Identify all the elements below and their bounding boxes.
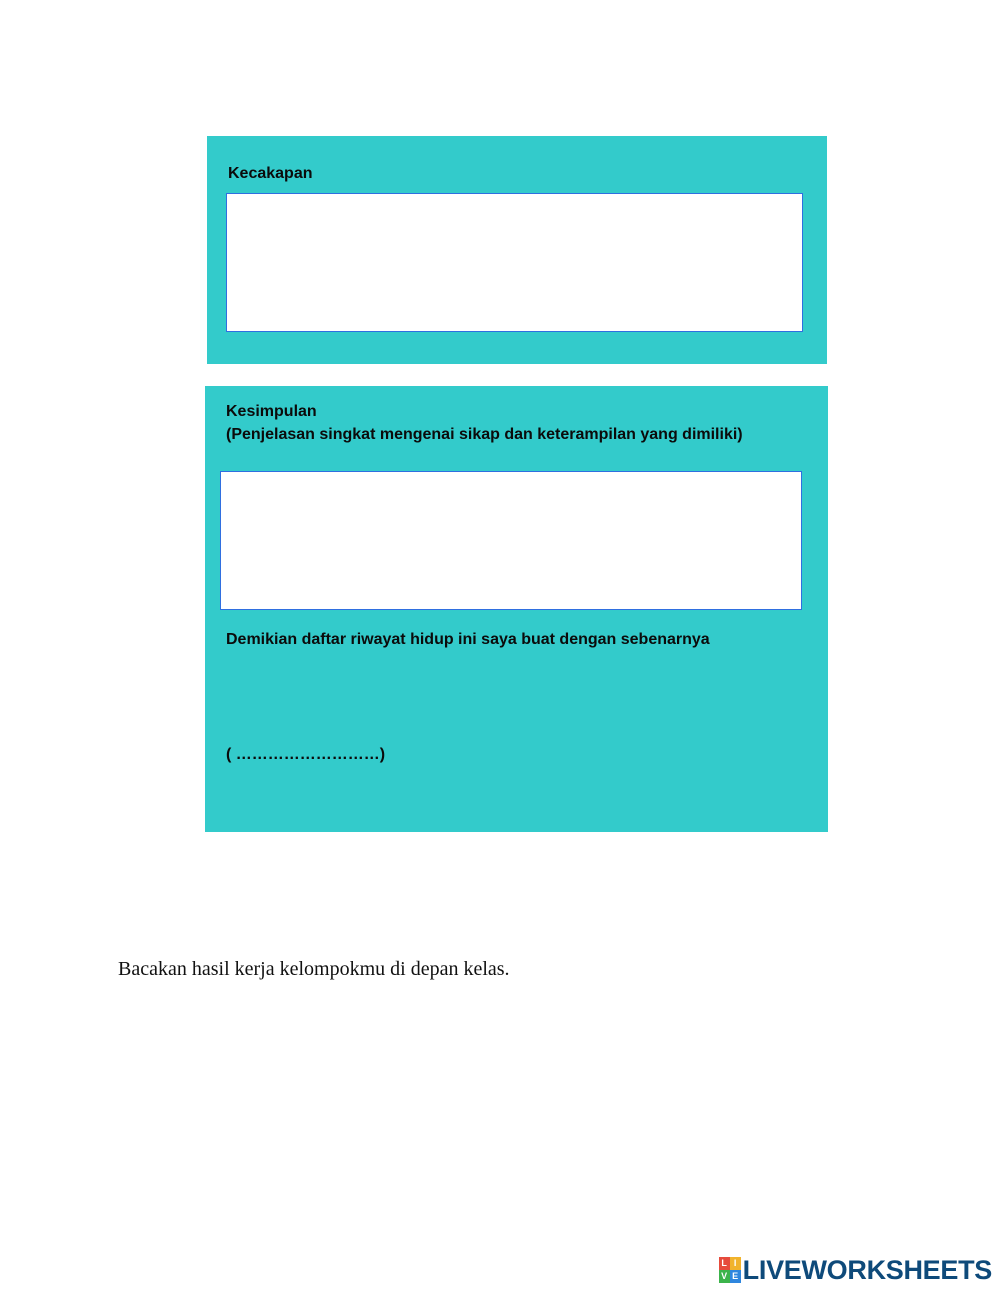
skills-answer-box[interactable] [226, 193, 803, 332]
liveworksheets-brand [719, 1254, 992, 1286]
skills-title: Kecakapan [228, 165, 313, 182]
logo-letter: L [719, 1257, 730, 1270]
logo-letter: I [730, 1257, 741, 1270]
conclusion-subtitle: (Penjelasan singkat mengenai sikap dan keterampilan yang dimiliki) [226, 426, 743, 443]
declaration-statement: Demikian daftar riwayat hidup ini saya buat dengan sebenarnya [226, 631, 710, 648]
logo-letter: E [730, 1270, 741, 1283]
skills-panel [207, 136, 827, 364]
conclusion-title: Kesimpulan [226, 403, 317, 420]
liveworksheets-logo-icon [719, 1257, 741, 1283]
instruction-text: Bacakan hasil kerja kelompokmu di depan kelas. [118, 958, 510, 980]
brand-text: LIVEWORKSHEETS [742, 1254, 992, 1285]
logo-letter: V [719, 1270, 730, 1283]
conclusion-panel [205, 386, 828, 832]
conclusion-answer-box[interactable] [220, 471, 802, 610]
signature-line: ( ………………………) [226, 746, 386, 763]
